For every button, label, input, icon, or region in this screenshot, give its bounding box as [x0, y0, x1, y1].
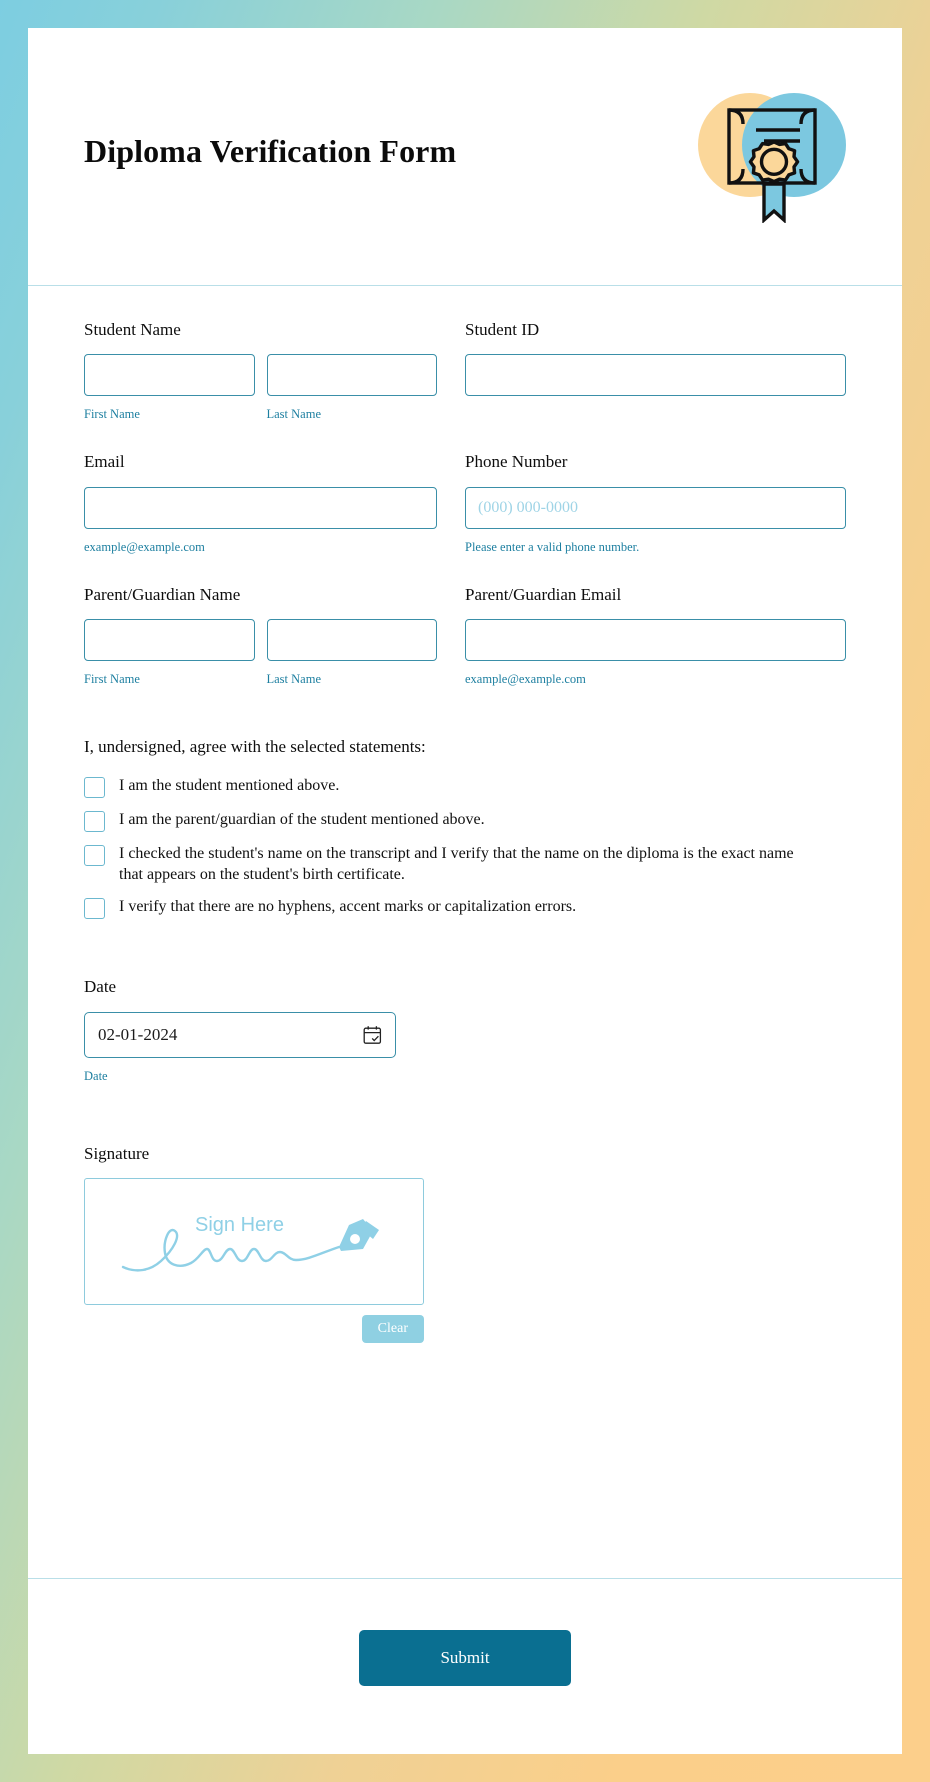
- agreement-label-1: I am the parent/guardian of the student mentioned above.: [119, 811, 485, 829]
- email-input[interactable]: [84, 487, 437, 529]
- field-student-id: [465, 320, 846, 422]
- agreement-label-0: I am the student mentioned above.: [119, 777, 340, 795]
- guardian-first-name-input[interactable]: [84, 619, 255, 661]
- form-card: [28, 28, 902, 1754]
- guardian-last-name-input[interactable]: [267, 619, 438, 661]
- form-body: [28, 286, 902, 1343]
- agreement-checkbox-0[interactable]: [84, 777, 105, 798]
- agreement-title: I, undersigned, agree with the selected statements:: [84, 737, 426, 757]
- date-input[interactable]: [84, 1012, 396, 1058]
- hint-student-first-name: First Name: [84, 407, 140, 422]
- sign-here-graphic: [103, 1201, 408, 1286]
- agreement-item-0[interactable]: [84, 775, 846, 798]
- agreement-section: [84, 737, 846, 919]
- field-label-signature: Signature: [84, 1143, 150, 1163]
- field-label-student-id: Student ID: [465, 320, 540, 339]
- sign-here-text: Sign Here: [195, 1214, 284, 1237]
- submit-button[interactable]: Submit: [359, 1630, 571, 1686]
- hint-guardian-first-name: First Name: [84, 672, 140, 687]
- signature-pad[interactable]: [84, 1178, 424, 1305]
- field-email: [84, 452, 465, 554]
- calendar-check-icon[interactable]: [363, 1025, 382, 1045]
- agreement-item-1[interactable]: [84, 809, 846, 832]
- student-first-name-input[interactable]: [84, 354, 255, 396]
- student-last-name-input[interactable]: [267, 354, 438, 396]
- page-title: Diploma Verification Form: [84, 133, 457, 169]
- hint-guardian-email: example@example.com: [465, 672, 586, 687]
- field-row-guardian: [84, 585, 846, 687]
- field-label-date: Date: [84, 977, 117, 997]
- agreement-checkbox-1[interactable]: [84, 811, 105, 832]
- subfield-student-first-name: [84, 354, 255, 422]
- hint-student-last-name: Last Name: [266, 407, 321, 422]
- hint-guardian-last-name: Last Name: [266, 672, 321, 687]
- guardian-email-input[interactable]: [465, 619, 846, 661]
- agreement-item-3[interactable]: [84, 896, 846, 919]
- signature-section: [84, 1144, 846, 1343]
- field-guardian-email: [465, 585, 846, 687]
- diploma-certificate-logo: [692, 88, 852, 223]
- agreement-label-2: I checked the student's name on the transcript and I verify that the name on the diploma is the exact name that appears on the student's birth certificate.: [119, 845, 794, 884]
- hint-phone: Please enter a valid phone number.: [465, 539, 640, 554]
- clear-signature-button[interactable]: Clear: [362, 1315, 424, 1343]
- date-section: [84, 977, 846, 1083]
- field-guardian-name: [84, 585, 465, 687]
- agreement-checkbox-2[interactable]: [84, 845, 105, 866]
- hint-date: Date: [84, 1068, 108, 1083]
- hint-email: example@example.com: [84, 539, 205, 554]
- subfield-guardian-last-name: [267, 619, 438, 687]
- field-label-student-name: Student Name: [84, 320, 181, 339]
- agreement-item-2[interactable]: [84, 843, 846, 885]
- phone-input[interactable]: [465, 487, 846, 529]
- field-label-phone: Phone Number: [465, 452, 568, 472]
- field-phone: [465, 452, 846, 554]
- agreement-label-3: I verify that there are no hyphens, accent marks or capitalization errors.: [119, 898, 577, 916]
- agreement-checkbox-3[interactable]: [84, 898, 105, 919]
- field-label-guardian-name: Parent/Guardian Name: [84, 584, 241, 604]
- subfield-guardian-first-name: [84, 619, 255, 687]
- field-row-contact: [84, 452, 846, 554]
- field-label-email: Email: [84, 452, 125, 472]
- field-label-guardian-email: Parent/Guardian Email: [465, 584, 622, 604]
- form-header: [28, 28, 902, 286]
- form-footer: [28, 1578, 902, 1754]
- subfield-student-last-name: [267, 354, 438, 422]
- student-id-input[interactable]: [465, 354, 846, 396]
- field-row-student: [84, 320, 846, 422]
- field-student-name: [84, 320, 465, 422]
